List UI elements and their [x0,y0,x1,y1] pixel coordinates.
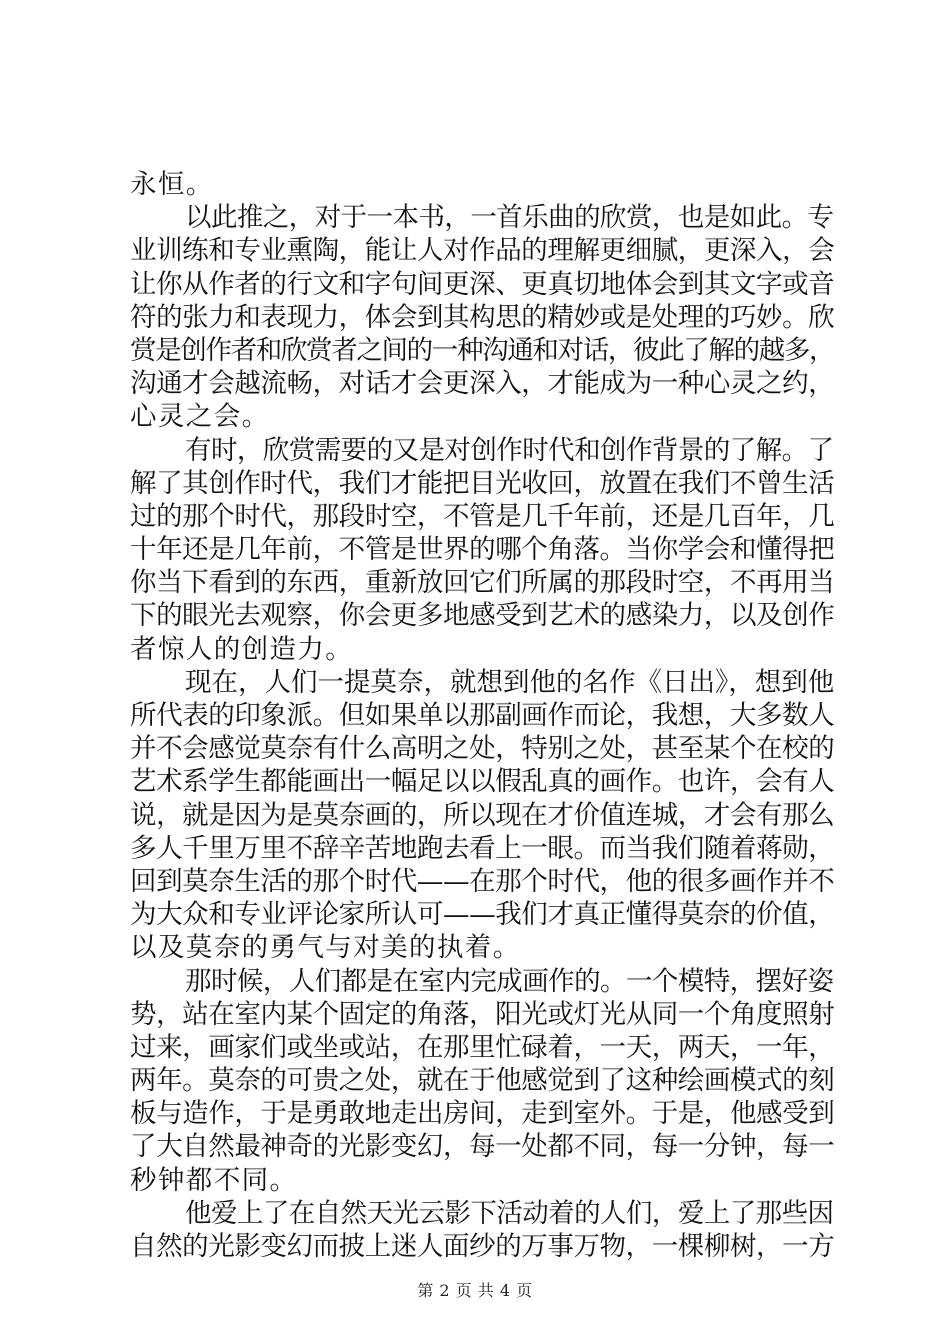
text-line: 赏是创作者和欣赏者之间的一种沟通和对话，彼此了解的越多， [130,334,835,366]
text-line: 回到莫奈生活的那个时代——在那个时代，他的很多画作并不 [130,865,835,897]
text-line: 自然的光影变幻而披上迷人面纱的万事万物，一棵柳树，一方 [130,1231,835,1262]
text-line: 势，站在室内某个固定的角落，阳光或灯光从同一个角度照射 [130,998,835,1030]
text-line: 十年还是几年前，不管是世界的哪个角落。当你学会和懂得把 [130,534,835,566]
text-line: 你当下看到的东西，重新放回它们所属的那段时空，不再用当 [130,567,835,599]
text-line: 永恒。 [130,169,214,200]
text-line: 有时，欣赏需要的又是对创作时代和创作背景的了解。了 [185,434,834,466]
text-line: 为大众和专业评论家所认可——我们才真正懂得莫奈的价值， [130,899,835,931]
page-footer: 第 2 页 共 4 页 [417,1281,533,1300]
text-line: 心灵之会。 [130,401,270,433]
text-line: 解了其创作时代，我们才能把目光收回，放置在我们不曾生活 [130,467,835,499]
article-body [130,168,834,1263]
text-line: 那时候，人们都是在室内完成画作的。一个模特，摆好姿 [185,965,834,997]
text-line: 符的张力和表现力，体会到其构思的精妙或是处理的巧妙。欣 [130,301,835,333]
text-line: 他爱上了在自然天光云影下活动着的人们，爱上了那些因 [185,1197,834,1229]
text-line: 业训练和专业熏陶，能让人对作品的理解更细腻，更深入，会 [130,235,835,267]
text-line: 所代表的印象派。但如果单以那副画作而论，我想，大多数人 [130,700,835,731]
text-line: 板与造作，于是勇敢地走出房间，走到室外。于是，他感受到 [130,1098,835,1130]
text-line: 多人千里万里不辞辛苦地跑去看上一眼。而当我们随着蒋勋， [130,832,835,864]
text-line: 并不会感觉莫奈有什么高明之处，特别之处，甚至某个在校的 [130,733,835,765]
text-line: 秒钟都不同。 [130,1164,298,1196]
text-line: 过来，画家们或坐或站，在那里忙碌着，一天，两天，一年， [130,1031,835,1063]
text-line: 以此推之，对于一本书，一首乐曲的欣赏，也是如此。专 [185,202,834,234]
text-line: 者惊人的创造力。 [130,633,354,665]
text-line: 过的那个时代，那段时空，不管是几千年前，还是几百年，几 [130,500,835,532]
text-line: 以及莫奈的勇气与对美的执着。 [130,932,521,964]
text-line: 说，就是因为是莫奈画的，所以现在才价值连城，才会有那么 [130,799,835,831]
text-line: 现在，人们一提莫奈，就想到他的名作《日出》，想到他 [185,666,835,698]
text-line: 下的眼光去观察，你会更多地感受到艺术的感染力，以及创作 [130,600,835,632]
text-line: 艺术系学生都能画出一幅足以以假乱真的画作。也许，会有人 [130,766,835,798]
text-line: 了大自然最神奇的光影变幻，每一处都不同，每一分钟，每一 [130,1131,835,1163]
text-line: 让你从作者的行文和字句间更深、更真切地体会到其文字或音 [130,268,835,300]
text-line: 沟通才会越流畅，对话才会更深入，才能成为一种心灵之约， [130,368,835,400]
text-line: 两年。莫奈的可贵之处，就在于他感觉到了这种绘画模式的刻 [130,1065,835,1097]
